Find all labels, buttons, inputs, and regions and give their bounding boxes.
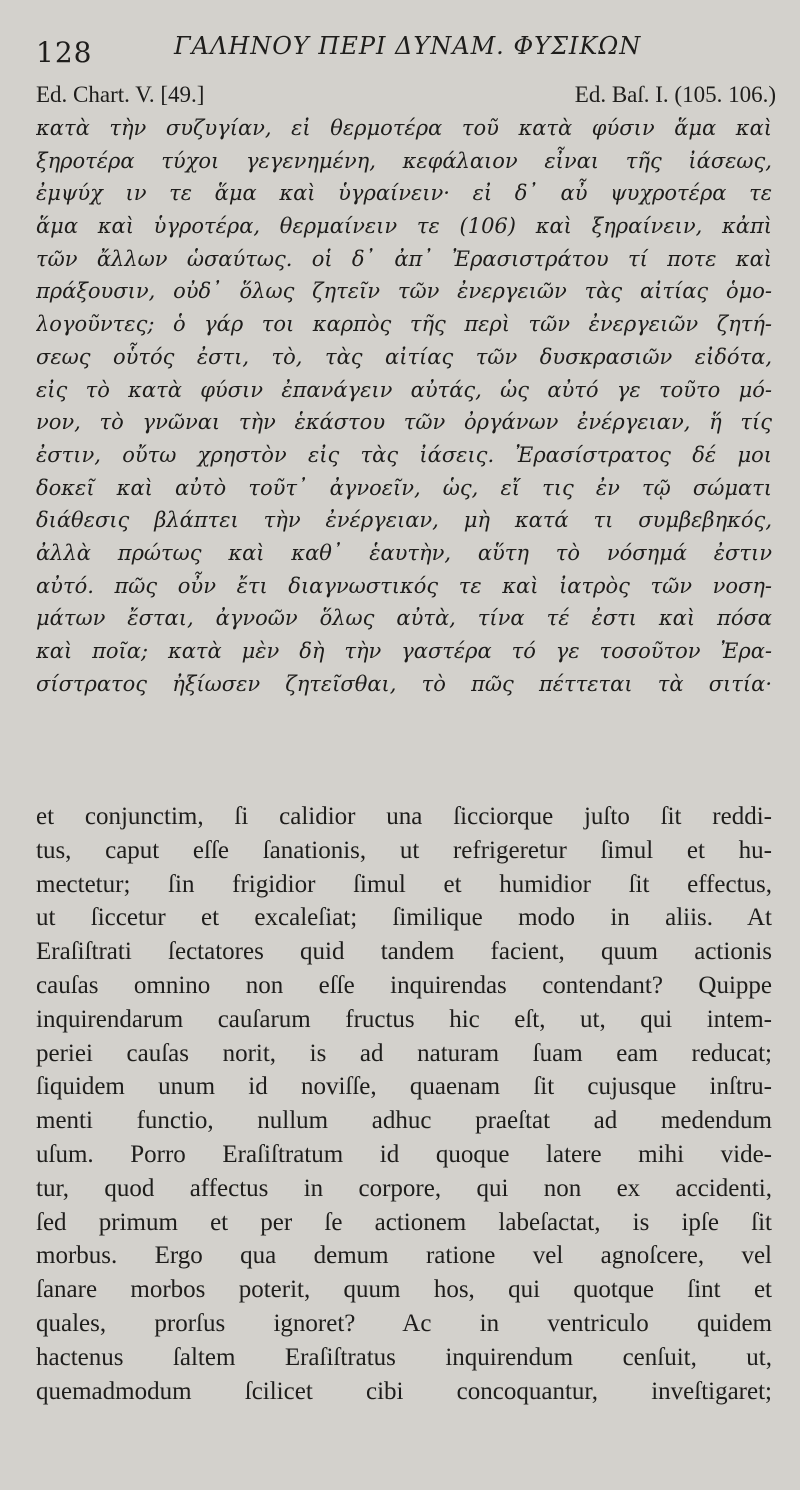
latin-text-line: ut ſiccetur et excaleſiat; ſimilique modo in aliis. At	[36, 904, 772, 932]
running-title: ΓΑΛΗΝΟΥ ΠΕΡΙ ΔΥΝΑΜ. ΦΥΣΙΚΩΝ	[174, 32, 642, 60]
greek-text-line: εἰς τὸ κατὰ φύσιν ἐπανάγειν αὐτάς, ὡς αὐτό γε τοῦτο μό-	[36, 377, 772, 402]
greek-text-line: σεως οὗτός ἐστι, τὸ, τὰς αἰτίας τῶν δυσκρασιῶν εἰδότα,	[36, 344, 772, 369]
edition-reference-basel: Ed. Baſ. I. (105. 106.)	[574, 82, 776, 107]
greek-text-line: δοκεῖ καὶ αὐτὸ τοῦτ᾽ ἀγνοεῖν, ὡς, εἴ τις ἐν τῷ σώματι	[36, 475, 772, 500]
latin-text-line: ſanare morbos poterit, quum hos, qui quotque ſint et	[36, 1276, 772, 1304]
latin-text-line: mectetur; ſin frigidior ſimul et humidior ſit effectus,	[36, 870, 772, 898]
latin-text-line: hactenus ſaltem Eraſiſtratus inquirendum cenſuit, ut,	[36, 1343, 772, 1371]
latin-text-line: uſum. Porro Eraſiſtratum id quoque latere mihi vide-	[36, 1140, 772, 1168]
latin-text-line: quemadmodum ſcilicet cibi concoquantur, inveſtigaret;	[36, 1377, 772, 1405]
latin-text-line: morbus. Ergo qua demum ratione vel agnoſcere, vel	[36, 1242, 772, 1270]
latin-text-line: tur, quod affectus in corpore, qui non ex accidenti,	[36, 1174, 772, 1202]
greek-text-line: νον, τὸ γνῶναι τὴν ἑκάστου τῶν ὀργάνων ἐνέργειαν, ἥ τίς	[36, 410, 772, 435]
greek-text-line: ἐμψύχ ιν τε ἅμα καὶ ὑγραίνειν· εἰ δ᾽ αὖ ψυχροτέρα τε	[36, 181, 772, 206]
greek-text-line: αὐτό. πῶς οὖν ἔτι διαγνωστικός τε καὶ ἰατρὸς τῶν νοση-	[36, 573, 772, 598]
greek-text-line: καὶ ποῖα; κατὰ μὲν δὴ τὴν γαστέρα τό γε τοσοῦτον Ἐρα-	[36, 639, 772, 663]
greek-text-line: λογοῦντες; ὁ γάρ τοι καρπὸς τῆς περὶ τῶν ἐνεργειῶν ζητή-	[36, 312, 772, 337]
latin-text-line: ſed primum et per ſe actionem labeſactat, is ipſe ſit	[36, 1208, 772, 1236]
edition-reference-chartier: Ed. Chart. V. [49.]	[36, 82, 205, 107]
latin-text-line: periei cauſas norit, is ad naturam ſuam eam reducat;	[36, 1039, 772, 1067]
page-number: 128	[36, 36, 93, 69]
latin-text-line: inquirendarum cauſarum fructus hic eſt, ut, qui intem-	[36, 1005, 772, 1033]
page-header	[36, 28, 776, 72]
greek-text-block	[36, 112, 772, 700]
latin-text-line: menti functio, nullum adhuc praeſtat ad medendum	[36, 1107, 772, 1135]
greek-text-line: τῶν ἄλλων ὡσαύτως. οἱ δ᾽ ἀπ᾽ Ἐρασιστράτου τί ποτε καὶ	[36, 246, 772, 271]
edition-reference-line	[36, 82, 776, 110]
greek-text-line: ἐστιν, οὔτω χρηστὸν εἰς τὰς ἰάσεις. Ἐρασίστρατος δέ μοι	[36, 442, 772, 467]
latin-text-line: Eraſiſtrati ſectatores quid tandem facient, quum actionis	[36, 938, 772, 966]
greek-text-line: ἅμα καὶ ὑγροτέρα, θερμαίνειν τε (106) καὶ ξηραίνειν, κἀπὶ	[36, 214, 772, 239]
greek-text-line: σίστρατος ἠξίωσεν ζητεῖσθαι, τὸ πῶς πέττεται τὰ σιτία·	[36, 671, 772, 696]
greek-text-line: πράξουσιν, οὐδ᾽ ὅλως ζητεῖν τῶν ἐνεργειῶν τὰς αἰτίας ὁμο-	[36, 279, 772, 304]
greek-text-line: ἀλλὰ πρώτως καὶ καθ᾽ ἑαυτὴν, αὕτη τὸ νόσημά ἐστιν	[36, 540, 772, 565]
greek-text-line: διάθεσις βλάπτει τὴν ἐνέργειαν, μὴ κατά τι συμβεβηκός,	[36, 508, 772, 533]
latin-text-line: ſiquidem unum id noviſſe, quaenam ſit cujusque inſtru-	[36, 1073, 772, 1101]
latin-text-line: et conjunctim, ſi calidior una ſicciorque juſto ſit reddi-	[36, 803, 772, 830]
greek-text-line: κατὰ τὴν συζυγίαν, εἰ θερμοτέρα τοῦ κατὰ φύσιν ἅμα καὶ	[36, 116, 772, 140]
latin-text-line: quales, prorſus ignoret? Ac in ventriculo quidem	[36, 1309, 772, 1337]
greek-text-line: ξηροτέρα τύχοι γεγενημένη, κεφάλαιον εἶναι τῆς ἰάσεως,	[36, 148, 772, 173]
latin-text-block	[36, 800, 772, 1408]
greek-text-line: μάτων ἔσται, ἀγνοῶν ὅλως αὐτὰ, τίνα τέ ἐστι καὶ πόσα	[36, 606, 772, 631]
latin-text-line: tus, caput eſſe ſanationis, ut refrigeretur ſimul et hu-	[36, 836, 772, 864]
latin-text-line: cauſas omnino non eſſe inquirendas contendant? Quippe	[36, 971, 772, 999]
